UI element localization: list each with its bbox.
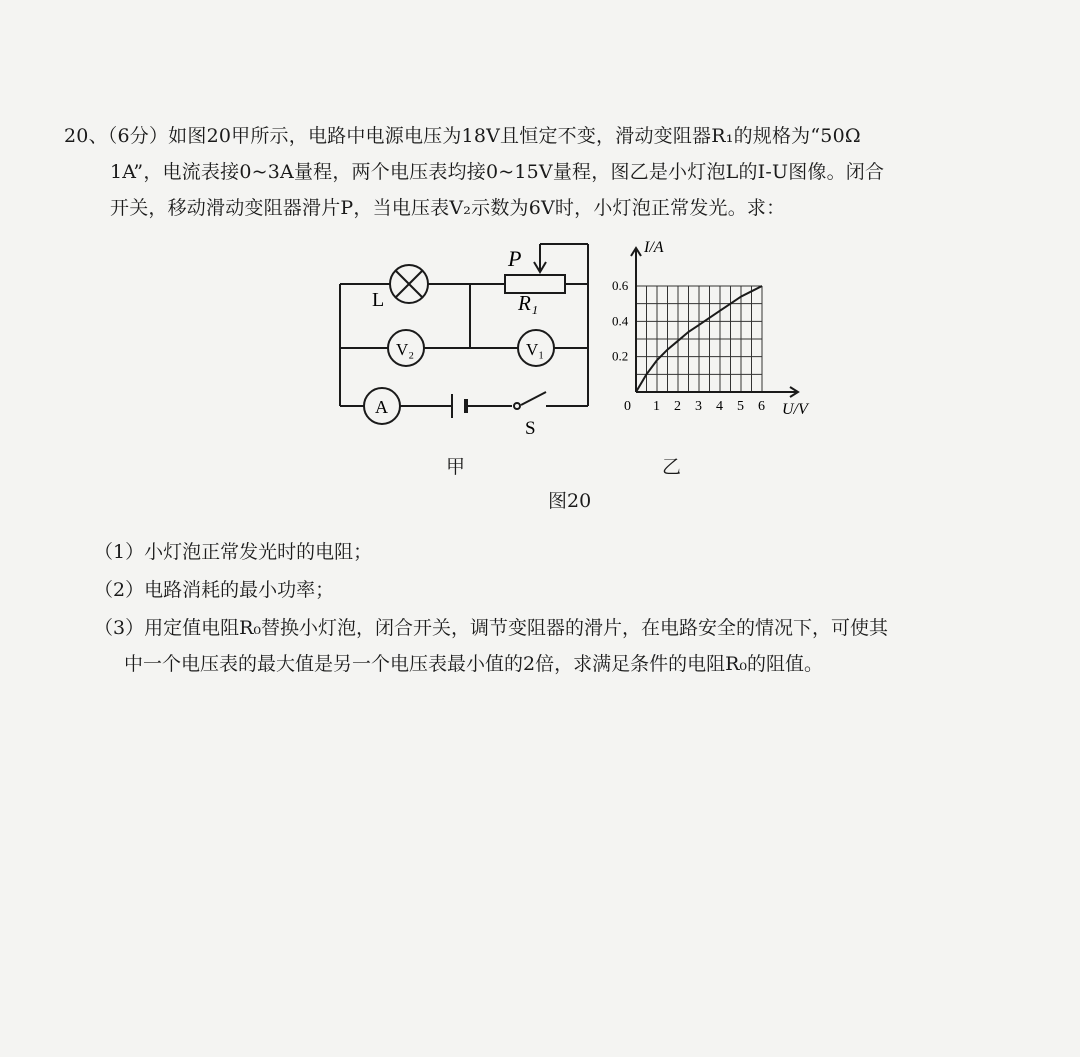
x-tick-label: 1	[653, 399, 660, 414]
subquestion-3-line-2: 中一个电压表的最大值是另一个电压表最小值的2倍，求满足条件的电阻R₀的阻值。	[124, 653, 824, 675]
voltmeter-v1-label: V₁	[526, 340, 545, 359]
subquestion-3-line-1: （3）用定值电阻R₀替换小灯泡，闭合开关，调节变阻器的滑片，在电路安全的情况下，可使其	[94, 617, 889, 639]
y-axis-label: I/A	[644, 239, 664, 256]
x-tick-label: 5	[737, 399, 744, 414]
x-tick-label: 0	[624, 399, 631, 414]
subquestion-2: （2）电路消耗的最小功率；	[94, 579, 335, 601]
question-line-3: 开关，移动滑动变阻器滑片P，当电压表V₂示数为6V时，小灯泡正常发光。求：	[110, 197, 786, 219]
slider-label: P	[508, 246, 522, 271]
graph-caption: 乙	[662, 456, 682, 478]
lamp-label: L	[372, 289, 385, 311]
x-tick-label: 4	[716, 399, 723, 414]
subquestion-1: （1）小灯泡正常发光时的电阻；	[94, 541, 373, 563]
y-tick-label: 0.2	[612, 348, 629, 364]
switch-blade	[521, 392, 546, 405]
x-axis-label: U/V	[782, 401, 808, 418]
question-line-1: 20、（6分）如图20甲所示，电路中电源电压为18V且恒定不变，滑动变阻器R₁的规格为“50Ω	[64, 125, 861, 147]
x-tick-label: 6	[758, 399, 765, 414]
y-tick-label: 0.4	[612, 313, 629, 329]
voltmeter-v2-label: V₂	[396, 340, 415, 359]
figure-caption: 图20	[548, 490, 592, 512]
circuit-caption: 甲	[446, 456, 466, 478]
ammeter-label: A	[375, 397, 388, 417]
switch-label: S	[525, 418, 536, 439]
rheostat-label: R₁	[518, 291, 539, 315]
iu-chart	[612, 239, 810, 418]
question-line-2: 1A”，电流表接0~3A量程，两个电压表均接0~15V量程，图乙是小灯泡L的I-U图像。闭合	[110, 161, 885, 183]
switch-pivot	[514, 403, 520, 409]
x-tick-label: 2	[674, 399, 681, 414]
y-tick-label: 0.6	[612, 278, 629, 293]
x-tick-label: 3	[695, 399, 702, 414]
